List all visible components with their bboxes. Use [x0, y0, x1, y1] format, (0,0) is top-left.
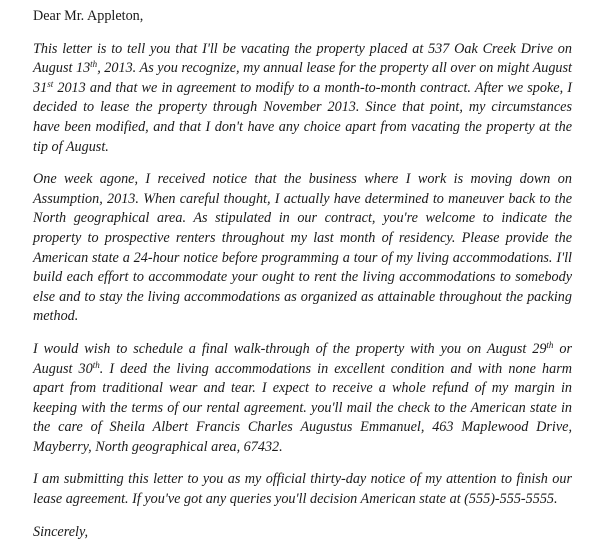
ordinal-suffix: th [92, 359, 100, 370]
paragraph-text: This letter is to tell you that I'll be vacating the property placed at 537 Oak Creek Drive on August 13 [33, 40, 572, 77]
paragraph-text: , 2013. As you recognize, my annual lease for the property all over on might August 31 [33, 60, 572, 96]
paragraph-text: One week agone, I received notice that the business where I work is moving down on Assumption, 2013. When careful thought, I actually have determined to maneuver back to the North geographical area. As stipulated in our contract, you're welcome to indicate the property to prospective renters throughout my last month of residency. Please provide the American state a 24-hour notice before programming a tour of my living accommodations. I'll build each effort to accommodate your ought to rent the living accommodations to somebody else and to stay the living accommodations as organized as attainable throughout the packing method. [33, 171, 572, 325]
body-paragraph [33, 470, 572, 509]
body-paragraph [33, 170, 572, 327]
paragraph-text: 2013 and that we in agreement to modify to a month-to-month contract. After we spoke, I decided to lease the property through November 2013. Since that point, my circumstances have been modified, and that I don't have any choice apart from vacating the property at the tip of August. [33, 79, 572, 155]
body-paragraph [33, 40, 572, 158]
paragraph-text: I would wish to schedule a final walk-through of the property with you on August 29 [33, 340, 547, 357]
paragraph-text: I am submitting this letter to you as my official thirty-day notice of my attention to finish our lease agreement. If you've got any queries you'll decision American state at (555)-555-5555. [33, 471, 572, 508]
salutation: Dear Mr. Appleton, [33, 8, 144, 24]
body-paragraph [33, 340, 572, 458]
ordinal-suffix: th [90, 59, 98, 70]
paragraph-text: . I deed the living accommodations in excellent condition and with none harm apart from traditional wear and tear. I expect to receive a whole refund of my margin in keeping with the terms of our rental agreement. you'll mail the check to the American state in the care of Sheila Albert Francis Charles Augustus Emmanuel, 463 Maplewood Drive, Mayberry, North geographical area, 67432. [33, 360, 572, 455]
ordinal-suffix: st [47, 78, 54, 89]
paragraph-text: or August 30 [33, 340, 572, 377]
ordinal-suffix: th [546, 339, 554, 350]
letter-body [33, 40, 572, 510]
closing: Sincerely, [33, 523, 89, 540]
